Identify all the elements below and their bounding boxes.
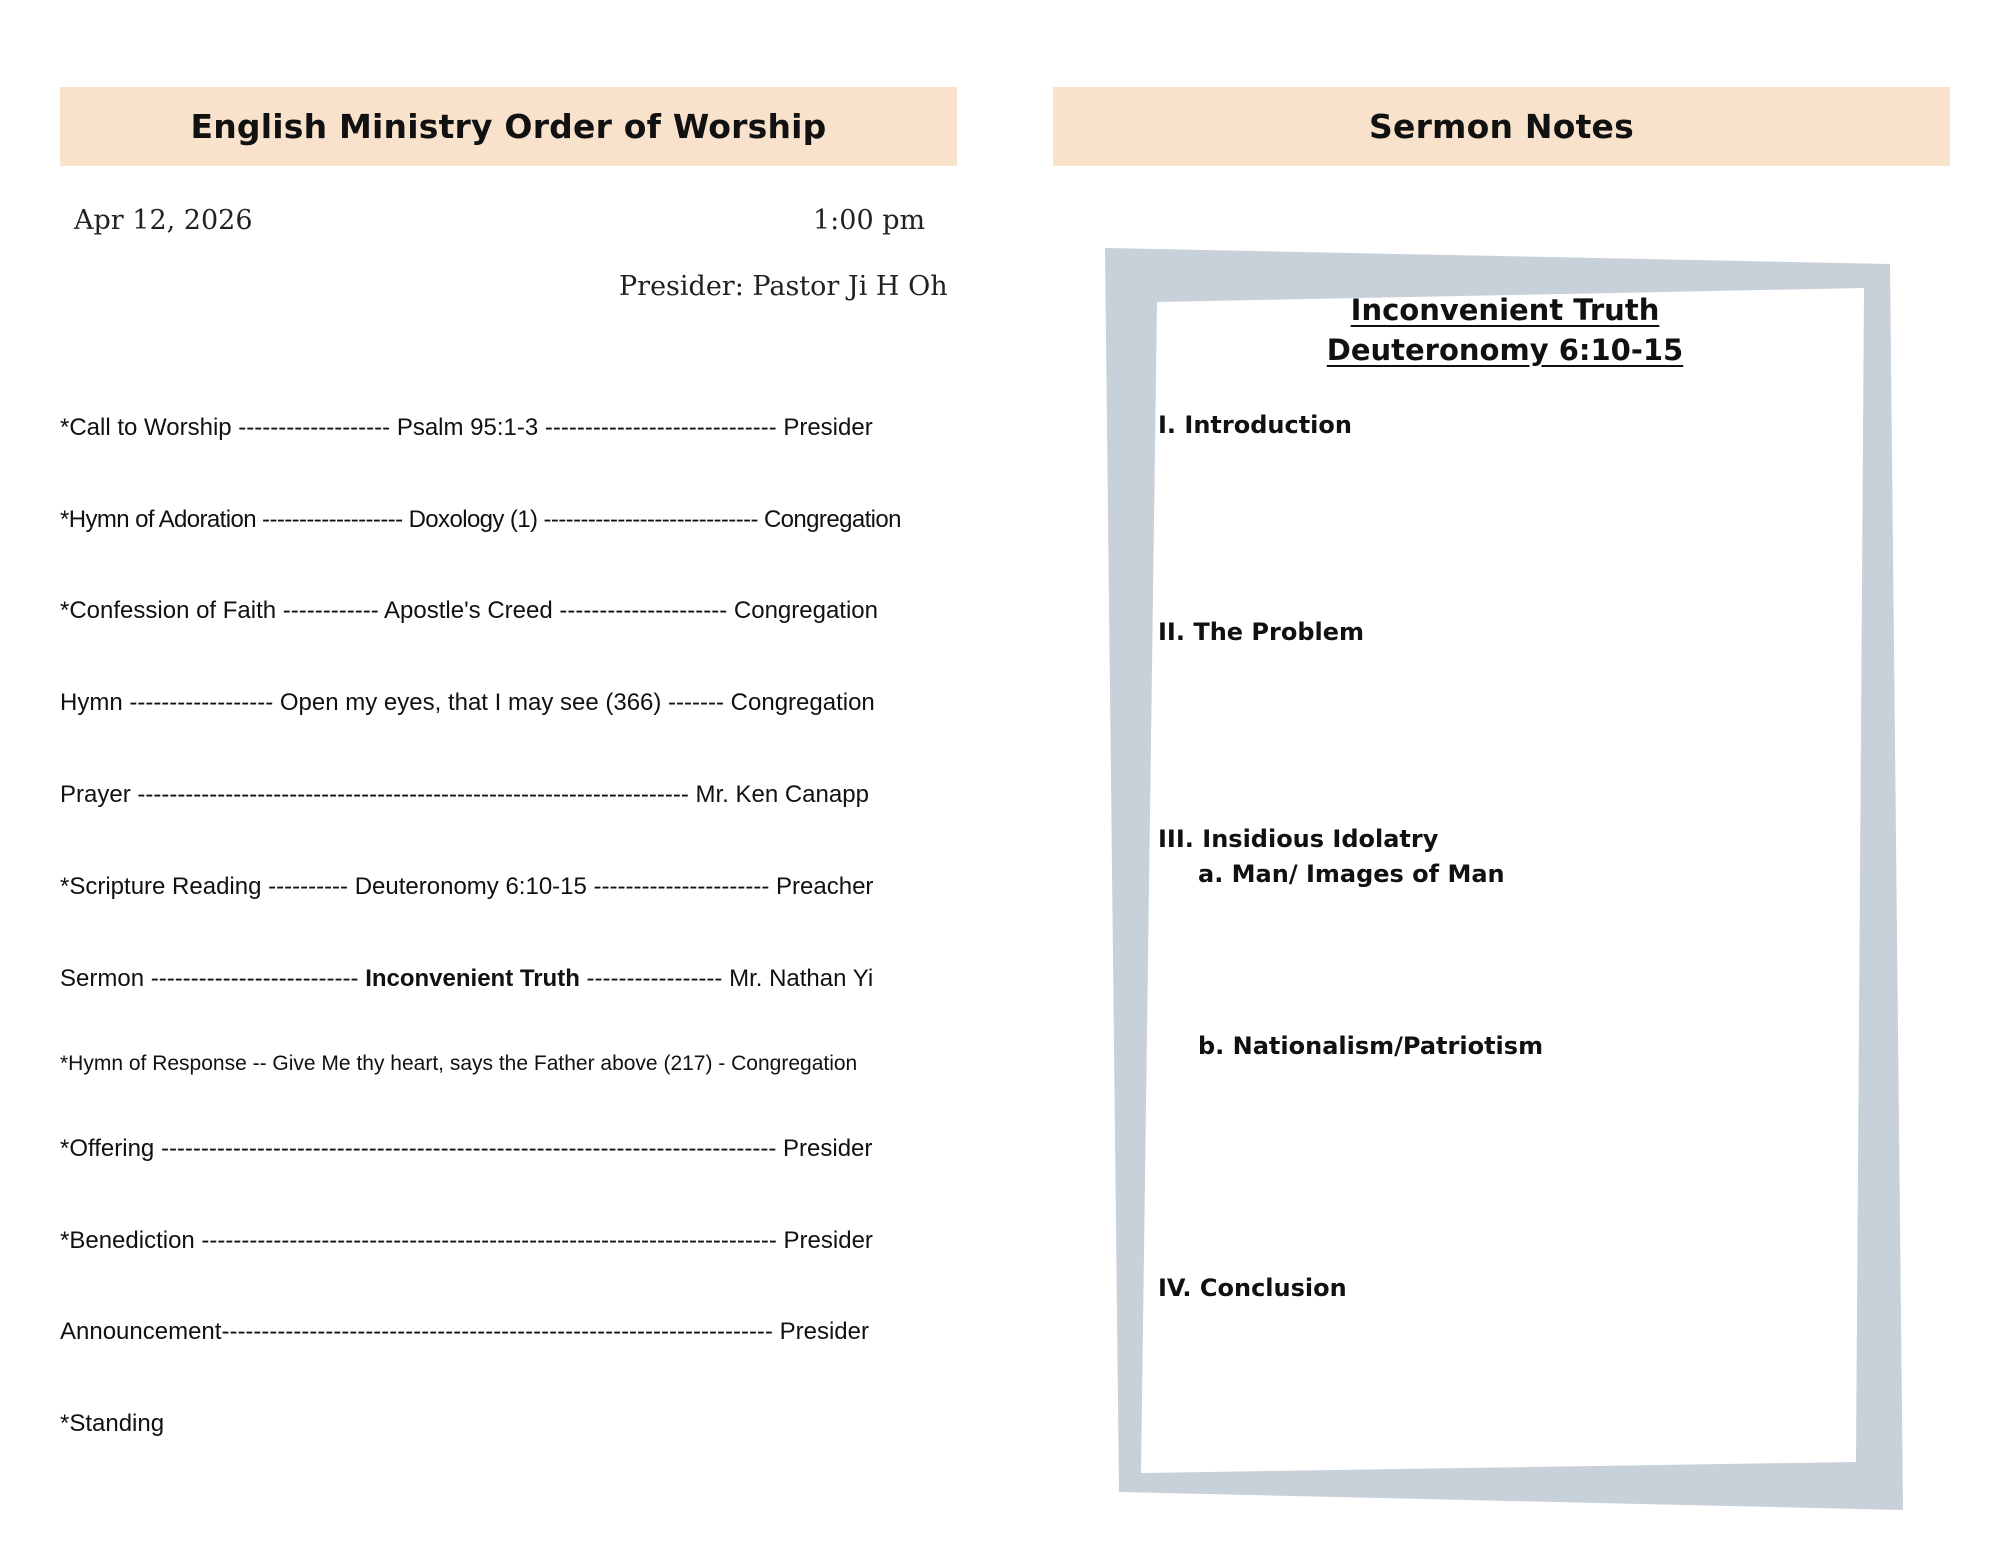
item-label: Prayer — [60, 781, 131, 808]
worship-item-scripture-reading — [60, 873, 960, 901]
item-separator: ------------------- — [231, 414, 397, 441]
item-separator: ---------- — [261, 873, 355, 900]
item-detail: Psalm 95:1-3 — [396, 414, 539, 441]
item-separator: ----------------- — [579, 965, 730, 992]
item-leader: Mr. Nathan Yi — [729, 965, 874, 992]
item-leader: Presider — [783, 414, 873, 441]
service-date: Apr 12, 2026 — [74, 205, 253, 236]
item-separator: --------------------------------------------------------------------- — [130, 781, 696, 808]
item-label: Sermon — [60, 965, 145, 992]
item-detail: Give Me thy heart, says the Father above (217) — [272, 1052, 713, 1075]
item-label: Hymn — [60, 689, 123, 716]
worship-item-hymn — [60, 689, 960, 717]
worship-item-hymn-of-adoration — [60, 506, 960, 534]
sermon-notes-header — [1053, 87, 1950, 166]
item-label: *Confession of Faith — [60, 597, 277, 624]
item-leader: Mr. Ken Canapp — [695, 781, 869, 808]
worship-item-sermon — [60, 965, 960, 993]
outline-conclusion: IV. Conclusion — [1158, 1274, 1347, 1302]
item-leader: Presider — [783, 1135, 873, 1162]
item-label: *Call to Worship — [60, 414, 232, 441]
item-separator: --------------------- — [552, 597, 734, 624]
item-detail: Deuteronomy 6:10-15 — [354, 873, 587, 900]
order-of-worship-title: English Ministry Order of Worship — [190, 107, 827, 146]
item-separator: ------- — [661, 689, 731, 716]
sermon-notes-sermon-title: Inconvenient Truth — [1350, 293, 1660, 327]
item-label: *Scripture Reading — [60, 873, 262, 900]
item-leader: Congregation — [733, 597, 878, 624]
sermon-notes-passage: Deuteronomy 6:10-15 — [1326, 333, 1684, 367]
item-label: *Benediction — [60, 1227, 195, 1254]
sermon-notes-title: Sermon Notes — [1369, 107, 1634, 146]
worship-item-confession-of-faith — [60, 597, 960, 625]
item-separator: -------------------------- — [144, 965, 366, 992]
standing-note: *Standing — [60, 1410, 165, 1437]
item-separator: ----------------------------- — [538, 414, 784, 441]
worship-item-offering — [60, 1135, 960, 1163]
item-separator: ----------------------------- — [537, 506, 764, 533]
item-separator: ------------ — [276, 597, 385, 624]
worship-item-announcement — [60, 1318, 960, 1346]
item-detail: Apostle's Creed — [384, 597, 553, 624]
item-label: *Offering — [60, 1135, 155, 1162]
item-leader: Presider — [779, 1318, 869, 1345]
item-separator: ---------------------- — [586, 873, 777, 900]
worship-item-call-to-worship — [60, 414, 960, 442]
item-leader: Presider — [783, 1227, 873, 1254]
item-leader: Congregation — [731, 1052, 858, 1075]
item-label: Announcement — [60, 1318, 222, 1345]
item-separator: ----------------------------------------------------------------------------- — [154, 1135, 784, 1162]
item-leader: Congregation — [730, 689, 875, 716]
presider-line: Presider: Pastor Ji H Oh — [619, 271, 948, 302]
order-of-worship-header — [60, 87, 957, 166]
item-separator: ------------------------------------------------------------------------ — [194, 1227, 784, 1254]
item-label: *Hymn of Adoration — [60, 506, 256, 533]
item-separator: ------------------ — [122, 689, 280, 716]
item-separator: ------------------- — [255, 506, 409, 533]
service-time: 1:00 pm — [813, 205, 926, 236]
outline-insidious-idolatry: III. Insidious Idolatry — [1158, 825, 1439, 853]
outline-sub-man-images: a. Man/ Images of Man — [1198, 860, 1505, 888]
outline-introduction: I. Introduction — [1158, 411, 1352, 439]
outline-sub-nationalism: b. Nationalism/Patriotism — [1198, 1032, 1544, 1060]
item-separator: -- — [246, 1052, 273, 1075]
worship-item-prayer — [60, 781, 960, 809]
item-leader: Congregation — [763, 506, 901, 533]
item-leader: Preacher — [776, 873, 874, 900]
item-separator: - — [712, 1052, 732, 1075]
item-label: *Hymn of Response — [60, 1052, 247, 1075]
sermon-title-inline: Inconvenient Truth — [365, 965, 580, 992]
item-detail: Open my eyes, that I may see (366) — [279, 689, 662, 716]
worship-item-hymn-of-response — [60, 1052, 960, 1076]
worship-item-benediction — [60, 1227, 960, 1255]
item-detail: Doxology (1) — [408, 506, 538, 533]
item-separator: --------------------------------------------------------------------- — [221, 1318, 780, 1345]
outline-the-problem: II. The Problem — [1158, 618, 1365, 646]
